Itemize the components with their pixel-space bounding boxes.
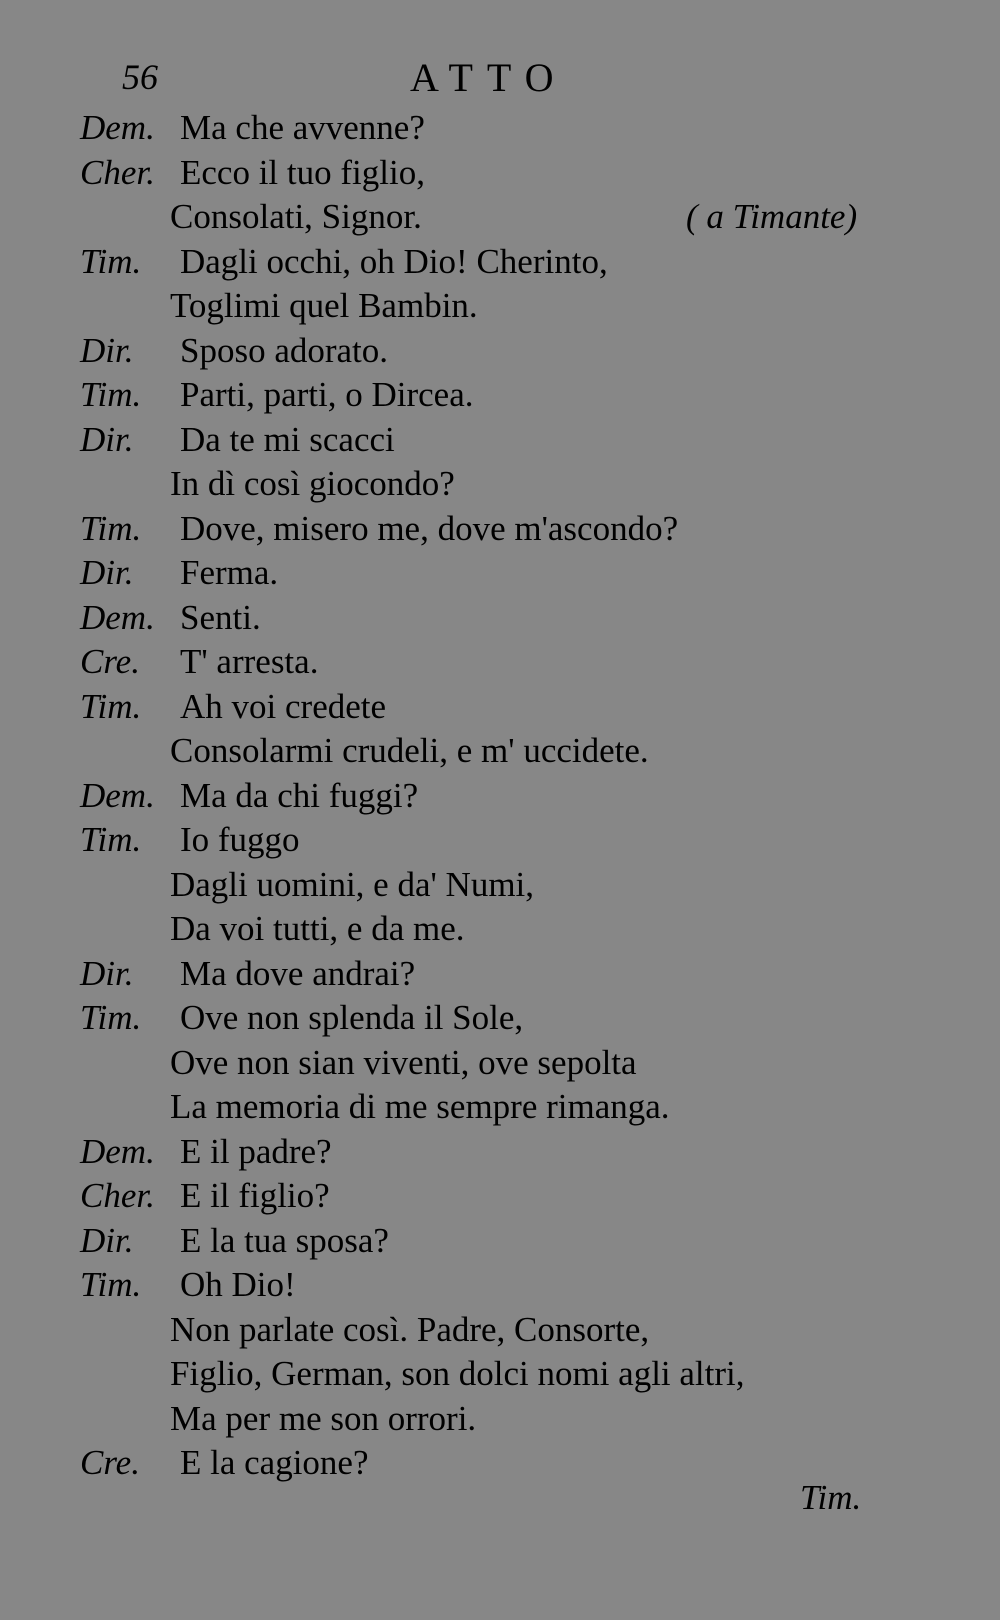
verse-text: Ma dove andrai? [180, 953, 416, 993]
dialogue-line [0, 596, 1000, 641]
dialogue-line [0, 1219, 1000, 1264]
dialogue-line [0, 551, 1000, 596]
dialogue-line [0, 1130, 1000, 1175]
dialogue-line [0, 1263, 1000, 1308]
speaker-name: Dir. [80, 953, 134, 993]
speaker-name: Tim. [80, 1265, 142, 1304]
verse-text: E la tua sposa? [180, 1220, 389, 1260]
running-head-title: ATTO [410, 55, 568, 100]
verse-text: Ma che avvenne? [180, 108, 425, 147]
verse-text: Dagli occhi, oh Dio! Cherinto, [180, 241, 608, 281]
dialogue-line [0, 507, 1000, 552]
verse-text: Parti, parti, o Dircea. [180, 375, 474, 414]
verse-text: Consolati, Signor. [170, 197, 422, 236]
dialogue-line [0, 863, 1000, 908]
page-header [0, 50, 1000, 110]
dialogue-line [0, 195, 1000, 240]
verse-text: Ma da chi fuggi? [180, 775, 419, 815]
dialogue-line [0, 640, 1000, 685]
verse-text: Toglimi quel Bambin. [170, 286, 478, 325]
verse-text: Ove non splenda il Sole, [180, 998, 524, 1037]
verse-text: E il padre? [180, 1131, 332, 1171]
speaker-name: Tim. [80, 375, 142, 414]
dialogue-lines [0, 106, 1000, 1486]
verse-text: E il figlio? [180, 1176, 330, 1215]
verse-text: Non parlate così. Padre, Consorte, [170, 1309, 650, 1349]
dialogue-line [0, 1174, 1000, 1219]
verse-text: In dì così giocondo? [170, 464, 455, 503]
stage-direction: ( a Timante) [686, 197, 858, 236]
dialogue-line [0, 1308, 1000, 1353]
verse-text: Ove non sian viventi, ove sepolta [170, 1042, 637, 1082]
verse-text: Sposo adorato. [180, 330, 389, 370]
verse-text: Ma per me son orrori. [170, 1398, 477, 1438]
verse-text: Consolarmi crudeli, e m' uccidete. [170, 731, 649, 770]
dialogue-line [0, 462, 1000, 507]
dialogue-line [0, 907, 1000, 952]
dialogue-line [0, 774, 1000, 819]
dialogue-line [0, 1352, 1000, 1397]
verse-text: Da te mi scacci [180, 419, 395, 459]
verse-text: Ferma. [180, 553, 279, 592]
dialogue-line [0, 284, 1000, 329]
speaker-name: Dem. [80, 108, 155, 147]
dialogue-line [0, 373, 1000, 418]
speaker-name: Dem. [80, 775, 155, 815]
page-number: 56 [122, 57, 158, 97]
speaker-name: Tim. [80, 820, 142, 859]
speaker-name: Dir. [80, 330, 134, 370]
speaker-name: Dir. [80, 553, 134, 592]
speaker-name: Cre. [80, 642, 140, 681]
speaker-name: Dem. [80, 1131, 155, 1171]
dialogue-line [0, 685, 1000, 730]
verse-text: T' arresta. [180, 642, 319, 681]
dialogue-line [0, 106, 1000, 151]
speaker-name: Tim. [80, 686, 142, 726]
verse-text: Figlio, German, son dolci nomi agli altri, [170, 1354, 745, 1393]
verse-text: Ecco il tuo figlio, [180, 152, 425, 192]
dialogue-line [0, 151, 1000, 196]
dialogue-line [0, 1041, 1000, 1086]
speaker-name: Dir. [80, 1220, 134, 1260]
verse-text: Da voi tutti, e da me. [170, 909, 465, 948]
catchword: Tim. [800, 1478, 862, 1517]
dialogue-line [0, 729, 1000, 774]
dialogue-line [0, 996, 1000, 1041]
speaker-name: Tim. [80, 508, 142, 548]
dialogue-line [0, 952, 1000, 997]
verse-text: Senti. [180, 597, 261, 637]
verse-text: E la cagione? [180, 1443, 369, 1482]
speaker-name: Dir. [80, 419, 134, 459]
verse-text: Dove, misero me, dove m'ascondo? [180, 508, 679, 548]
dialogue-line [0, 240, 1000, 285]
dialogue-line [0, 1085, 1000, 1130]
verse-text: La memoria di me sempre rimanga. [170, 1087, 670, 1126]
speaker-name: Cher. [80, 1176, 155, 1215]
speaker-name: Tim. [80, 998, 142, 1037]
verse-text: Dagli uomini, e da' Numi, [170, 864, 535, 904]
verse-text: Oh Dio! [180, 1265, 296, 1304]
dialogue-line [0, 329, 1000, 374]
speaker-name: Tim. [80, 241, 142, 281]
speaker-name: Cre. [80, 1443, 140, 1482]
dialogue-line [0, 418, 1000, 463]
dialogue-line [0, 818, 1000, 863]
dialogue-line [0, 1397, 1000, 1442]
speaker-name: Dem. [80, 597, 155, 637]
speaker-name: Cher. [80, 152, 155, 192]
verse-text: Io fuggo [180, 820, 300, 859]
verse-text: Ah voi credete [180, 686, 387, 726]
